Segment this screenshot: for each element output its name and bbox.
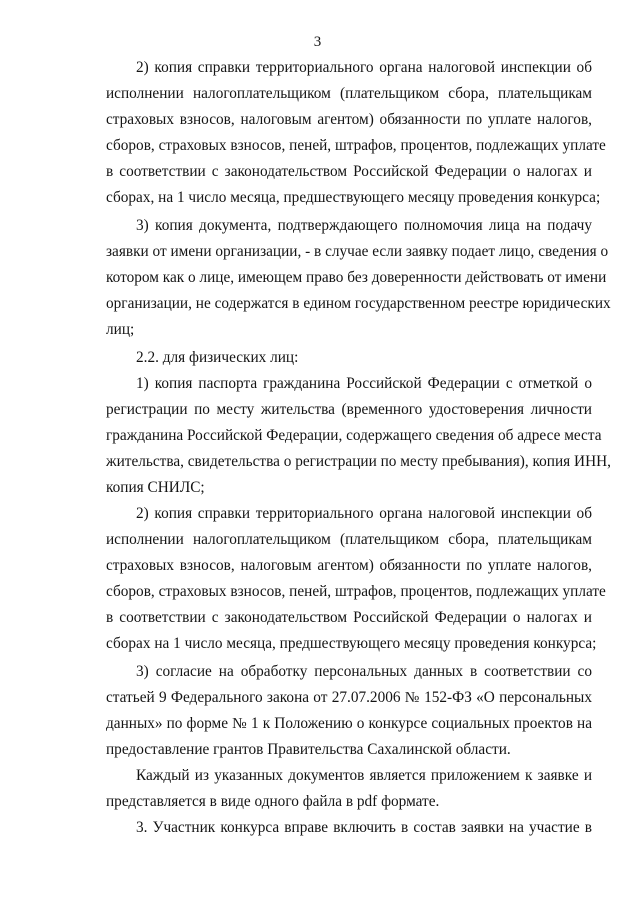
text-line: сборов, страховых взносов, пеней, штрафов, процентов, подлежащих уплате bbox=[106, 583, 606, 600]
text-line: гражданина Российской Федерации, содержащего сведения об адресе места bbox=[106, 427, 602, 444]
text-line: сборах на 1 число месяца, предшествующего месяцу проведения конкурса; bbox=[106, 635, 597, 652]
page-number: 3 bbox=[313, 34, 322, 50]
text-line: регистрации по месту жительства (временного удостоверения личности bbox=[106, 401, 592, 418]
text-line: страховых взносов, налоговым агентом) обязанности по уплате налогов, bbox=[106, 111, 592, 128]
text-line: лиц; bbox=[106, 321, 135, 338]
text-line: организации, не содержатся в едином государственном реестре юридических bbox=[106, 295, 611, 312]
text-line: котором как о лице, имеющем право без доверенности действовать от имени bbox=[106, 269, 607, 286]
text-line: копия СНИЛС; bbox=[106, 479, 205, 496]
text-line: исполнении налогоплательщиком (плательщиком сбора, плательщикам bbox=[106, 531, 592, 548]
text-line: Каждый из указанных документов является приложением к заявке и bbox=[136, 767, 592, 784]
text-line: 1) копия паспорта гражданина Российской Федерации с отметкой о bbox=[136, 375, 592, 392]
text-line: в соответствии с законодательством Российской Федерации о налогах и bbox=[106, 163, 592, 180]
text-line: исполнении налогоплательщиком (плательщиком сбора, плательщикам bbox=[106, 85, 592, 102]
text-line: сборах, на 1 число месяца, предшествующего месяцу проведения конкурса; bbox=[106, 189, 601, 206]
text-line: жительства, свидетельства о регистрации по месту пребывания), копия ИНН, bbox=[106, 453, 611, 470]
text-line: сборов, страховых взносов, пеней, штрафов, процентов, подлежащих уплате bbox=[106, 137, 606, 154]
text-line: 3) согласие на обработку персональных данных в соответствии со bbox=[136, 663, 592, 680]
text-line: статьей 9 Федерального закона от 27.07.2006 № 152-ФЗ «О персональных bbox=[106, 689, 592, 706]
text-line: 2) копия справки территориального органа налоговой инспекции об bbox=[136, 59, 592, 76]
text-line: страховых взносов, налоговым агентом) обязанности по уплате налогов, bbox=[106, 557, 592, 574]
text-line: 3. Участник конкурса вправе включить в состав заявки на участие в bbox=[136, 819, 592, 836]
text-line: 3) копия документа, подтверждающего полномочия лица на подачу bbox=[136, 217, 592, 234]
text-line: 2) копия справки территориального органа налоговой инспекции об bbox=[136, 505, 592, 522]
text-line: заявки от имени организации, - в случае если заявку подает лицо, сведения о bbox=[106, 243, 609, 260]
text-line: в соответствии с законодательством Российской Федерации о налогах и bbox=[106, 609, 592, 626]
text-line: предоставление грантов Правительства Сахалинской области. bbox=[106, 741, 511, 758]
section-heading-individuals: 2.2. для физических лиц: bbox=[136, 349, 299, 366]
text-line: данных» по форме № 1 к Положению о конкурсе социальных проектов на bbox=[106, 715, 592, 732]
text-line: представляется в виде одного файла в pdf формате. bbox=[106, 793, 440, 810]
